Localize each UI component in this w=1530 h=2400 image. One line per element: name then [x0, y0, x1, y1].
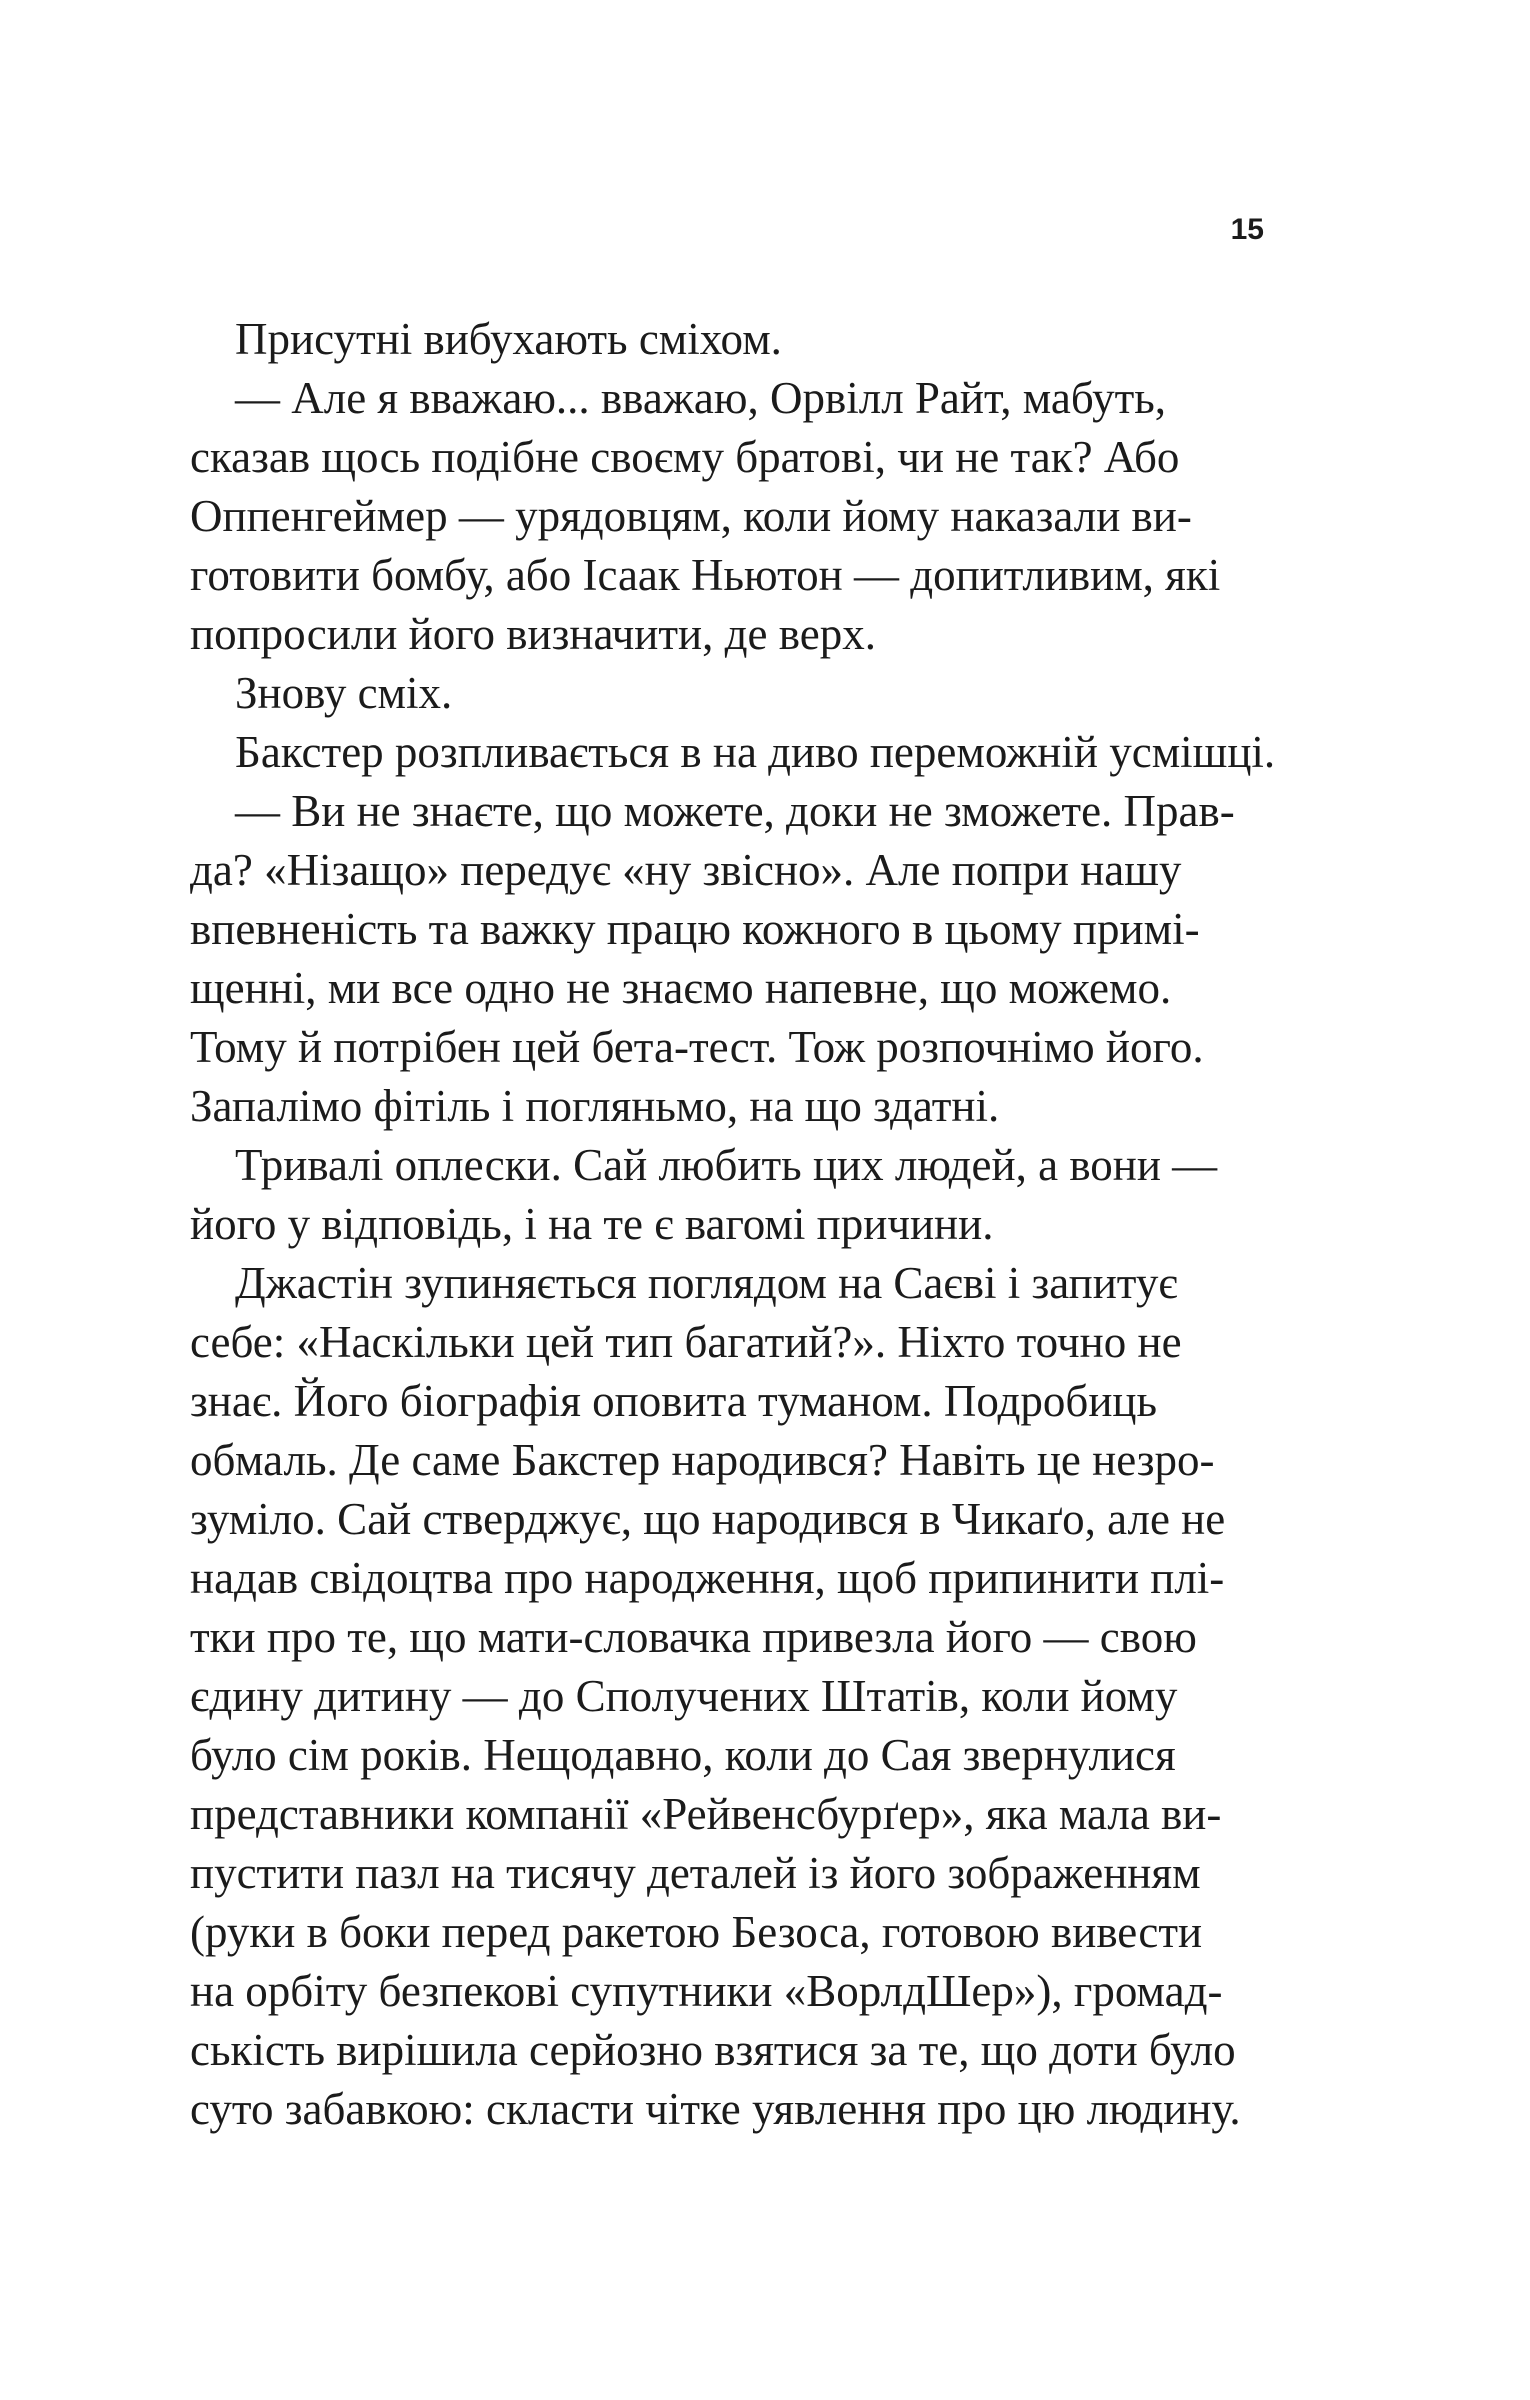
text-line: знає. Його біографія оповита туманом. Подробиць [190, 1376, 1158, 1426]
text-line: тки про те, що мати-словачка привезла його — свою [190, 1612, 1197, 1662]
text-line: впевненість та важку працю кожного в цьому примі- [190, 904, 1200, 954]
text-line: щенні, ми все одно не знаємо напевне, що можемо. [190, 963, 1172, 1013]
page-number: 15 [1230, 213, 1264, 246]
text-line: Присутні вибухають сміхом. [235, 314, 782, 364]
text-line: Запалімо фітіль і погляньмо, на що здатні. [190, 1081, 1000, 1131]
text-line: сказав щось подібне своєму братові, чи не так? Або [190, 432, 1180, 482]
text-line: Бакстер розпливається в на диво переможній усмішці. [235, 727, 1276, 777]
text-line: Тривалі оплески. Сай любить цих людей, а вони — [235, 1140, 1218, 1190]
text-line: на орбіту безпекові супутники «ВорлдШер»), громад- [190, 1966, 1223, 2016]
text-line: себе: «Наскільки цей тип багатий?». Ніхто точно не [190, 1317, 1182, 1367]
text-line: суто забавкою: скласти чітке уявлення про цю людину. [190, 2084, 1241, 2134]
text-line: (руки в боки перед ракетою Безоса, готовою вивести [190, 1907, 1203, 1957]
text-line: Оппенгеймер — урядовцям, коли йому наказали ви- [190, 491, 1192, 541]
text-line: попросили його визначити, де верх. [190, 609, 876, 659]
text-line: готовити бомбу, або Ісаак Ньютон — допитливим, які [190, 550, 1221, 600]
body-text [190, 310, 1276, 2139]
text-line: Знову сміх. [235, 668, 453, 718]
text-line: ськість вирішила серйозно взятися за те, що доти було [190, 2025, 1236, 2075]
text-line: було сім років. Нещодавно, коли до Сая звернулися [190, 1730, 1176, 1780]
text-line: пустити пазл на тисячу деталей із його зображенням [190, 1848, 1201, 1898]
text-line: його у відповідь, і на те є вагомі причини. [190, 1199, 994, 1249]
text-line: Тому й потрібен цей бета-тест. Тож розпочнімо його. [190, 1022, 1204, 1072]
text-line: надав свідоцтва про народження, щоб припинити плі- [190, 1553, 1225, 1603]
text-line: єдину дитину — до Сполучених Штатів, коли йому [190, 1671, 1178, 1721]
text-line: Джастін зупиняється поглядом на Саєві і запитує [235, 1258, 1178, 1308]
text-line: — Але я вважаю... вважаю, Орвілл Райт, мабуть, [235, 373, 1167, 423]
text-line: зуміло. Сай стверджує, що народився в Чикаґо, але не [190, 1494, 1226, 1544]
text-line: обмаль. Де саме Бакстер народився? Навіть це незро- [190, 1435, 1215, 1485]
text-line: да? «Нізащо» передує «ну звісно». Але попри нашу [190, 845, 1182, 895]
text-line: представники компанії «Рейвенсбурґер», яка мала ви- [190, 1789, 1222, 1839]
text-line: — Ви не знаєте, що можете, доки не зможете. Прав- [235, 786, 1235, 836]
